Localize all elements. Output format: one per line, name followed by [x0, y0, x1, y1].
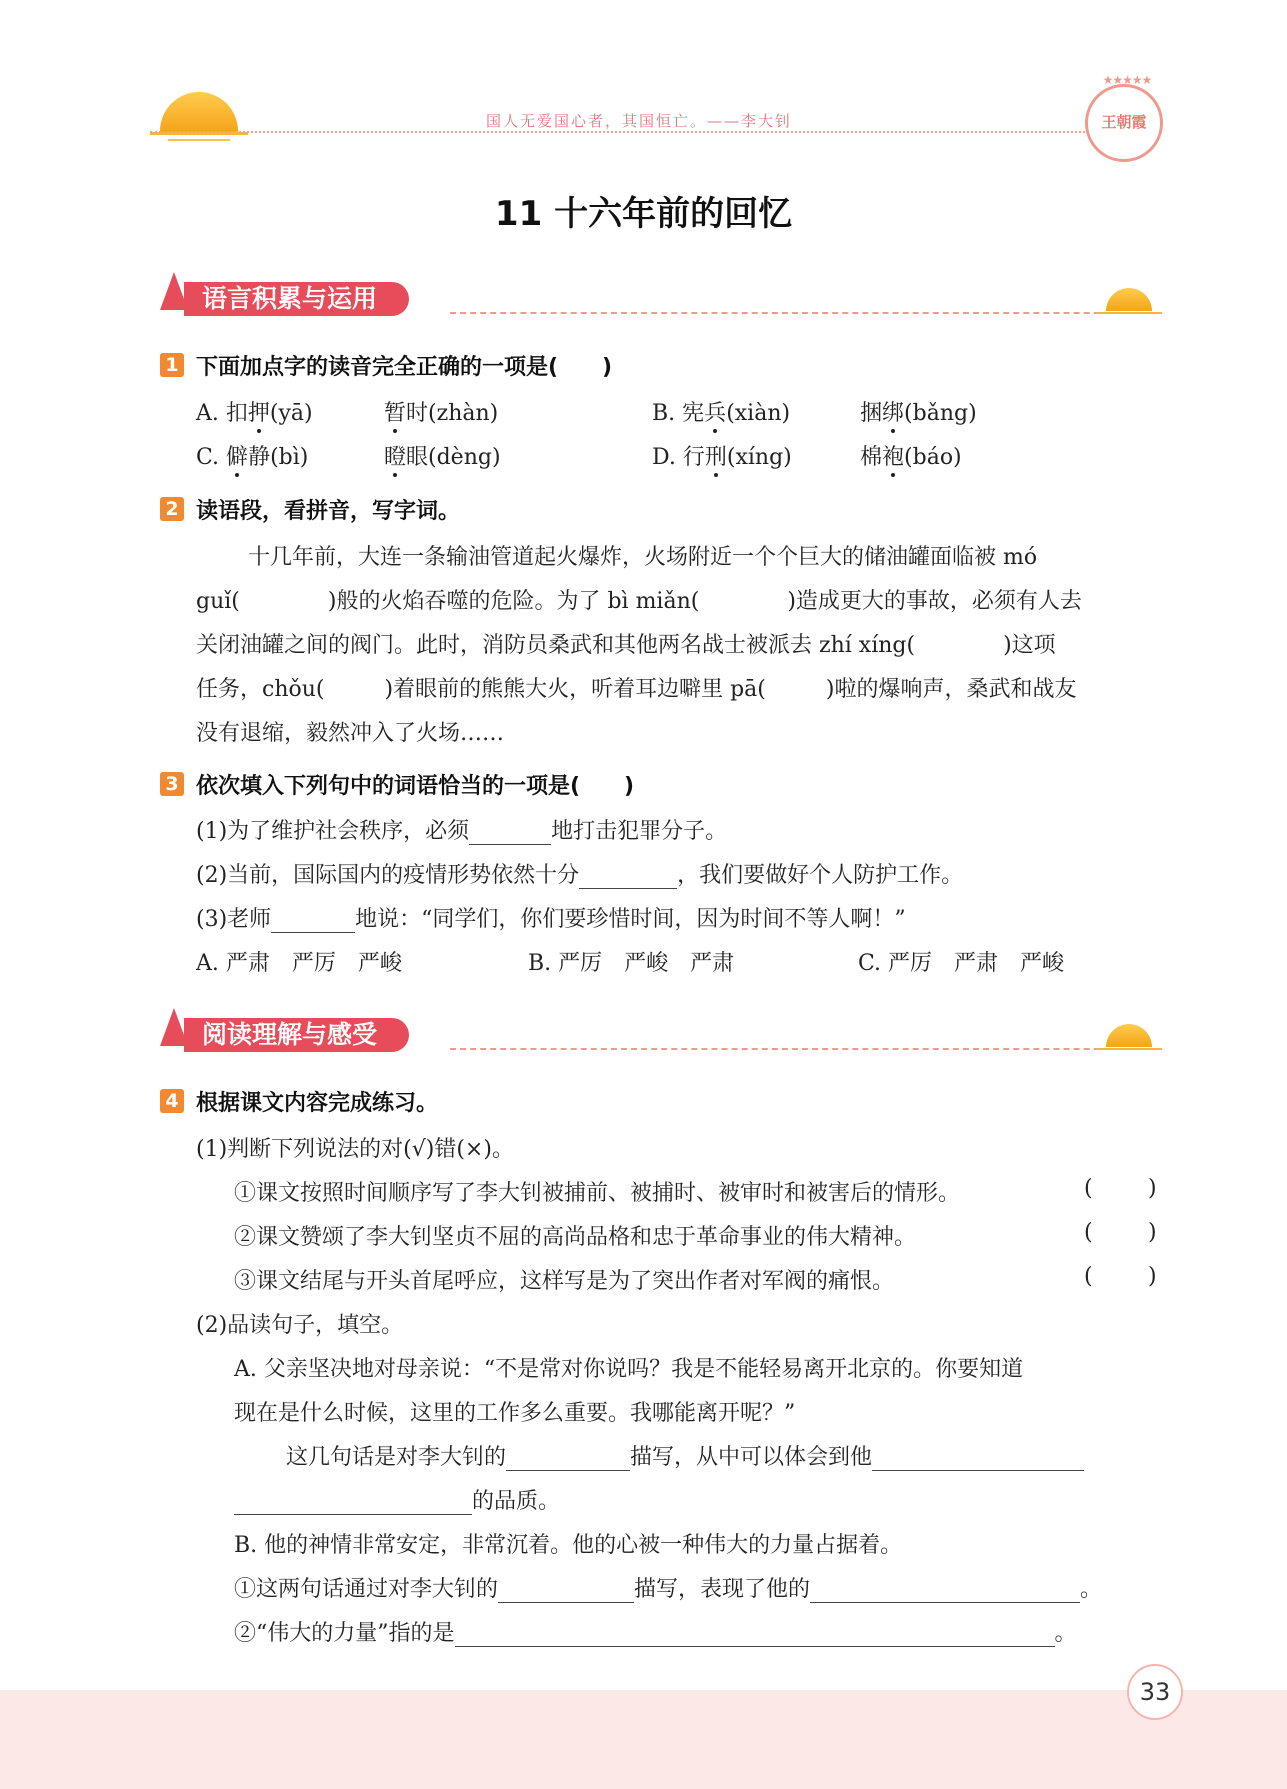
q1-option-b-2: 捆绑(bǎng)	[860, 396, 977, 427]
answer-blank[interactable]	[498, 1580, 634, 1603]
q2-line-4: 任务，chǒu( )着眼前的熊熊大火，听着耳边噼里 pā( )啦的爆响声，桑武和战友	[196, 677, 1077, 702]
q4-b-line-1: B. 他的神情非常安定，非常沉着。他的心被一种伟大的力量占据着。	[234, 1533, 903, 1558]
q4-part-1: (1)判断下列说法的对(√)错(×)。	[196, 1137, 514, 1162]
sun-horizon	[1096, 1048, 1162, 1050]
q4-b-line-3: ②“伟大的力量”指的是 。	[234, 1621, 1077, 1646]
q3-sentence-2: (2)当前，国际国内的疫情形势依然十分 ，我们要做好个人防护工作。	[196, 863, 964, 888]
publisher-stamp	[1085, 73, 1163, 162]
q1-option-c: C. 僻静(bì)	[196, 440, 308, 471]
section-divider-2	[450, 1048, 1150, 1050]
answer-blank[interactable]	[271, 910, 355, 933]
q4-part-2: (2)品读句子，填空。	[196, 1313, 404, 1338]
q4-judge-2: ②课文赞颂了李大钊坚贞不屈的高尚品格和忠于革命事业的伟大精神。	[234, 1225, 917, 1250]
section-banner-2	[160, 1008, 1160, 1054]
answer-blank[interactable]	[506, 1448, 630, 1471]
answer-blank[interactable]	[579, 866, 677, 889]
q4-b-line-2: ①这两句话通过对李大钊的 描写，表现了他的 。	[234, 1577, 1103, 1602]
stamp-stars: ★★★★★	[1102, 73, 1152, 87]
answer-blank[interactable]	[455, 1624, 1055, 1647]
judge-paren-open: (	[1084, 1176, 1093, 1201]
section-divider-1	[450, 312, 1150, 314]
stamp-name: 王朝霞	[1101, 113, 1147, 131]
question-text-4: 根据课文内容完成练习。	[196, 1091, 439, 1116]
q3-sentence-1: (1)为了维护社会秩序，必须 地打击犯罪分子。	[196, 819, 728, 844]
q2-line-5: 没有退缩，毅然冲入了火场……	[196, 721, 505, 746]
q2-line-1: 十几年前，大连一条输油管道起火爆炸，火场附近一个个巨大的储油罐面临被 mó	[248, 545, 1038, 570]
q1-option-c-2: 瞪眼(dèng)	[384, 440, 501, 471]
q2-line-3: 关闭油罐之间的阀门。此时，消防员桑武和其他两名战士被派去 zhí xíng( )这项	[196, 633, 1056, 658]
q2-line-2: guǐ( )般的火焰吞噬的危险。为了 bì miǎn( )造成更大的事故，必须有人去	[196, 589, 1082, 614]
section-banner-1	[160, 272, 1160, 318]
section-title-1: 语言积累与运用	[184, 282, 409, 316]
question-number-3: 3	[160, 772, 184, 796]
q3-option-b: B. 严厉 严峻 严肃	[528, 951, 735, 976]
section-title-2: 阅读理解与感受	[184, 1018, 409, 1052]
option-label: B.	[652, 401, 676, 426]
sun-icon	[1106, 288, 1152, 311]
sun-decoration	[160, 92, 238, 132]
judge-paren-close: )	[1148, 1176, 1157, 1201]
sun-horizon-2	[168, 139, 230, 141]
page-number: 33	[1127, 1664, 1183, 1720]
judge-paren-open: (	[1084, 1264, 1093, 1289]
q1-option-d-2: 棉袍(báo)	[860, 440, 962, 471]
question-number-4: 4	[160, 1089, 184, 1113]
q1-option-a: A. 扣押(yā)	[196, 396, 313, 427]
option-label: D.	[652, 445, 676, 470]
sun-horizon	[1096, 312, 1162, 314]
q3-option-a: A. 严肃 严厉 严峻	[196, 951, 402, 976]
judge-paren-close: )	[1148, 1264, 1157, 1289]
q4-judge-3: ③课文结尾与开头首尾呼应，这样写是为了突出作者对军阀的痛恨。	[234, 1269, 895, 1294]
q1-option-d: D. 行刑(xíng)	[652, 440, 792, 471]
q3-option-c: C. 严厉 严肃 严峻	[858, 951, 1065, 976]
answer-blank[interactable]	[810, 1580, 1080, 1603]
question-text-3: 依次填入下列句中的词语恰当的一项是( )	[196, 774, 635, 799]
sun-icon	[1106, 1024, 1152, 1047]
q4-a-line-3: 这几句话是对李大钊的 描写，从中可以体会到他	[286, 1440, 1084, 1471]
q3-sentence-3: (3)老师 地说：“同学们，你们要珍惜时间，因为时间不等人啊！”	[196, 907, 906, 932]
question-number-1: 1	[160, 353, 184, 377]
question-number-2: 2	[160, 497, 184, 521]
q4-a-line-2: 现在是什么时候，这里的工作多么重要。我哪能离开呢？”	[234, 1401, 796, 1426]
judge-paren-close: )	[1148, 1220, 1157, 1245]
answer-blank[interactable]	[872, 1448, 1084, 1471]
footer-band	[0, 1690, 1287, 1789]
option-label: A.	[196, 401, 219, 426]
judge-paren-open: (	[1084, 1220, 1093, 1245]
q4-judge-1: ①课文按照时间顺序写了李大钊被捕前、被捕时、被审时和被害后的情形。	[234, 1181, 961, 1206]
q4-a-line-4: 的品质。	[234, 1484, 560, 1515]
header-divider	[150, 131, 1085, 133]
q4-a-line-1: A. 父亲坚决地对母亲说：“不是常对你说吗？我是不能轻易离开北京的。你要知道	[234, 1357, 1024, 1382]
answer-blank[interactable]	[469, 822, 551, 845]
option-label: C.	[196, 445, 220, 470]
answer-blank[interactable]	[234, 1492, 472, 1515]
q1-option-b: B. 宪兵(xiàn)	[652, 396, 790, 427]
q1-option-a-2: 暂时(zhàn)	[384, 396, 498, 427]
question-text-1: 下面加点字的读音完全正确的一项是( )	[196, 355, 613, 380]
question-text-2: 读语段，看拼音，写字词。	[196, 499, 461, 524]
header-quote: 国人无爱国心者，其国恒亡。——李大钊	[486, 112, 793, 130]
page-title: 11 十六年前的回忆	[494, 194, 793, 234]
